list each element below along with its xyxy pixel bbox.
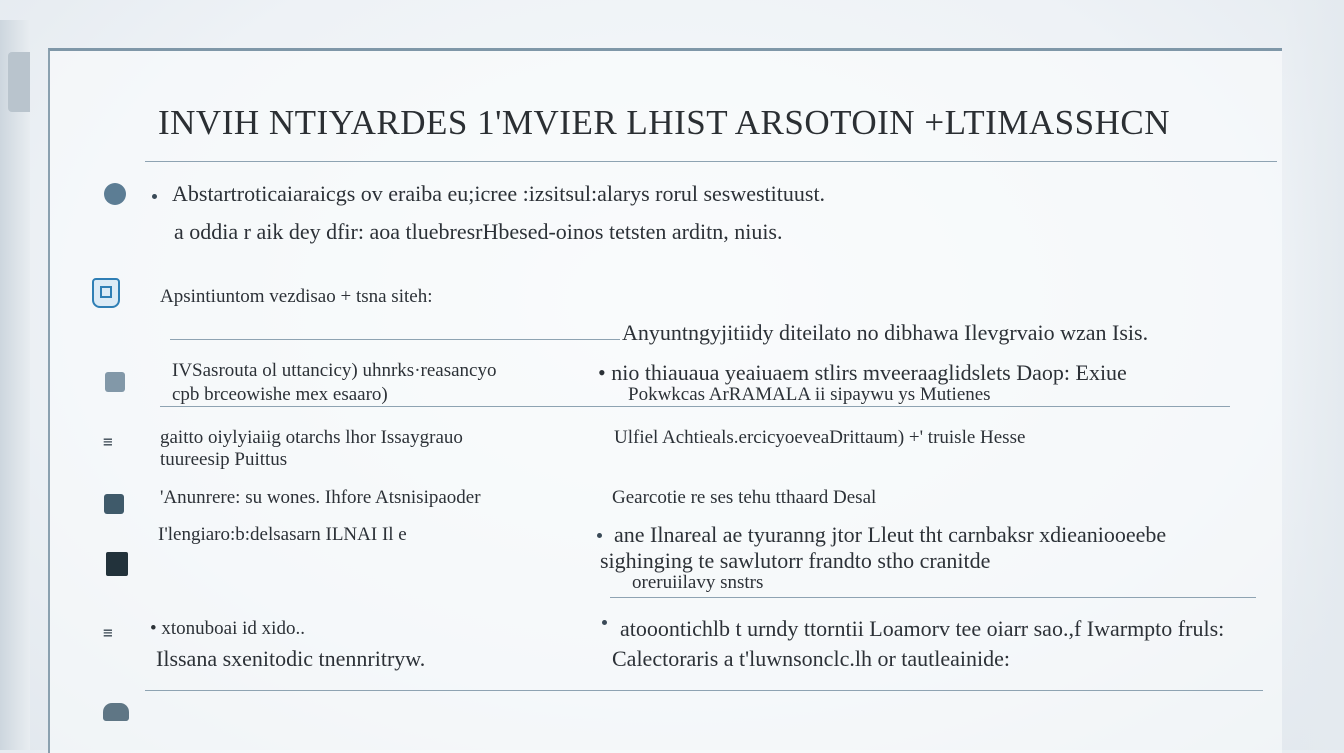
row4-right-b: sighinging te sawlutorr frandto stho cranitde <box>600 548 991 573</box>
row5-left-b: Ilssana sxenitodic tnennritryw. <box>156 646 426 671</box>
row4-bullet-dot <box>597 533 602 538</box>
title-divider <box>145 161 1277 162</box>
section-rule-left <box>170 339 620 340</box>
row5-bullet-dot <box>602 620 607 625</box>
intro-line-2: a oddia r aik dey dfir: aoa tluebresrHbesed-oinos tetsten arditn, niuis. <box>174 219 783 244</box>
bottom-rule <box>145 690 1263 691</box>
row1-right-a: • nio thiauaua yeaiuaem stlirs mveeraaglidslets Daop: Exiue <box>598 360 1127 385</box>
row1-left-a: IVSasrouta ol uttancicy) uhnrks·reasancyo <box>172 360 497 381</box>
row4-right-c: oreruiilavy snstrs <box>632 572 764 593</box>
row4-square-icon <box>106 552 128 576</box>
row5-left-a: • xtonuboai id xido.. <box>150 618 305 639</box>
row4-right-a: ane Ilnareal ae tyuranng jtor Lleut tht carnbaksr xdieaniooeebe <box>614 522 1167 547</box>
row2-left-b: tuureesip Puittus <box>160 449 288 470</box>
bullet-dot <box>152 194 157 199</box>
row3-square-icon <box>104 494 124 514</box>
row5-right-a: atooontichlb t urndy ttorntii Loamorv tee oiarr sao.,f Iwarmpto fruls: <box>620 616 1225 641</box>
row4-left-a: I'lengiaro:b:delsasarn ILNAI Il e <box>158 524 407 545</box>
right-top-text: Anyuntngyjitiidy diteilato no dibhawa Ilevgrvaio wzan Isis. <box>622 320 1149 345</box>
row2-right-a: Ulfiel Achtieals.ercicyoeveaDrittaum) +' truisle Hesse <box>614 427 1026 448</box>
row1-left-b: cpb brceowishe mex esaaro) <box>172 384 388 405</box>
left-edge-tab <box>8 52 30 112</box>
footer-shape-icon <box>103 703 129 721</box>
right-page-edge <box>1284 0 1344 750</box>
row1-rule <box>160 406 1230 407</box>
section-label: Apsintiuntom vezdisao + tsna siteh: <box>160 286 433 307</box>
row5-list-icon: ≡ <box>103 623 113 642</box>
bullet-circle-icon <box>104 183 126 205</box>
intro-line-1: Abstartroticaiaraicgs ov eraiba eu;icree :izsitsul:alarys rorul seswestituust. <box>172 181 826 206</box>
row1-right-b: Pokwkcas ArRAMALA ii sipaywu ys Mutienes <box>628 384 991 405</box>
document-icon <box>92 278 120 308</box>
row3-right-a: Gearcotie re ses tehu tthaard Desal <box>612 487 877 508</box>
row3-left-a: 'Anunrere: su wones. Ihfore Atsnisipaoder <box>160 487 481 508</box>
document-title: INVIH NTIYARDES 1'MVIER LHIST ARSOTOIN +LTIMASSHCN <box>158 103 1170 142</box>
row1-square-icon <box>105 372 125 392</box>
row2-list-icon: ≡ <box>103 432 113 451</box>
row2-left-a: gaitto oiylyiaiig otarchs lhor Issaygrauo <box>160 427 463 448</box>
row4-rule <box>610 597 1256 598</box>
left-page-edge <box>0 20 30 750</box>
row5-right-b: Calectoraris a t'luwnsonclc.lh or tautleainide: <box>612 646 1010 671</box>
